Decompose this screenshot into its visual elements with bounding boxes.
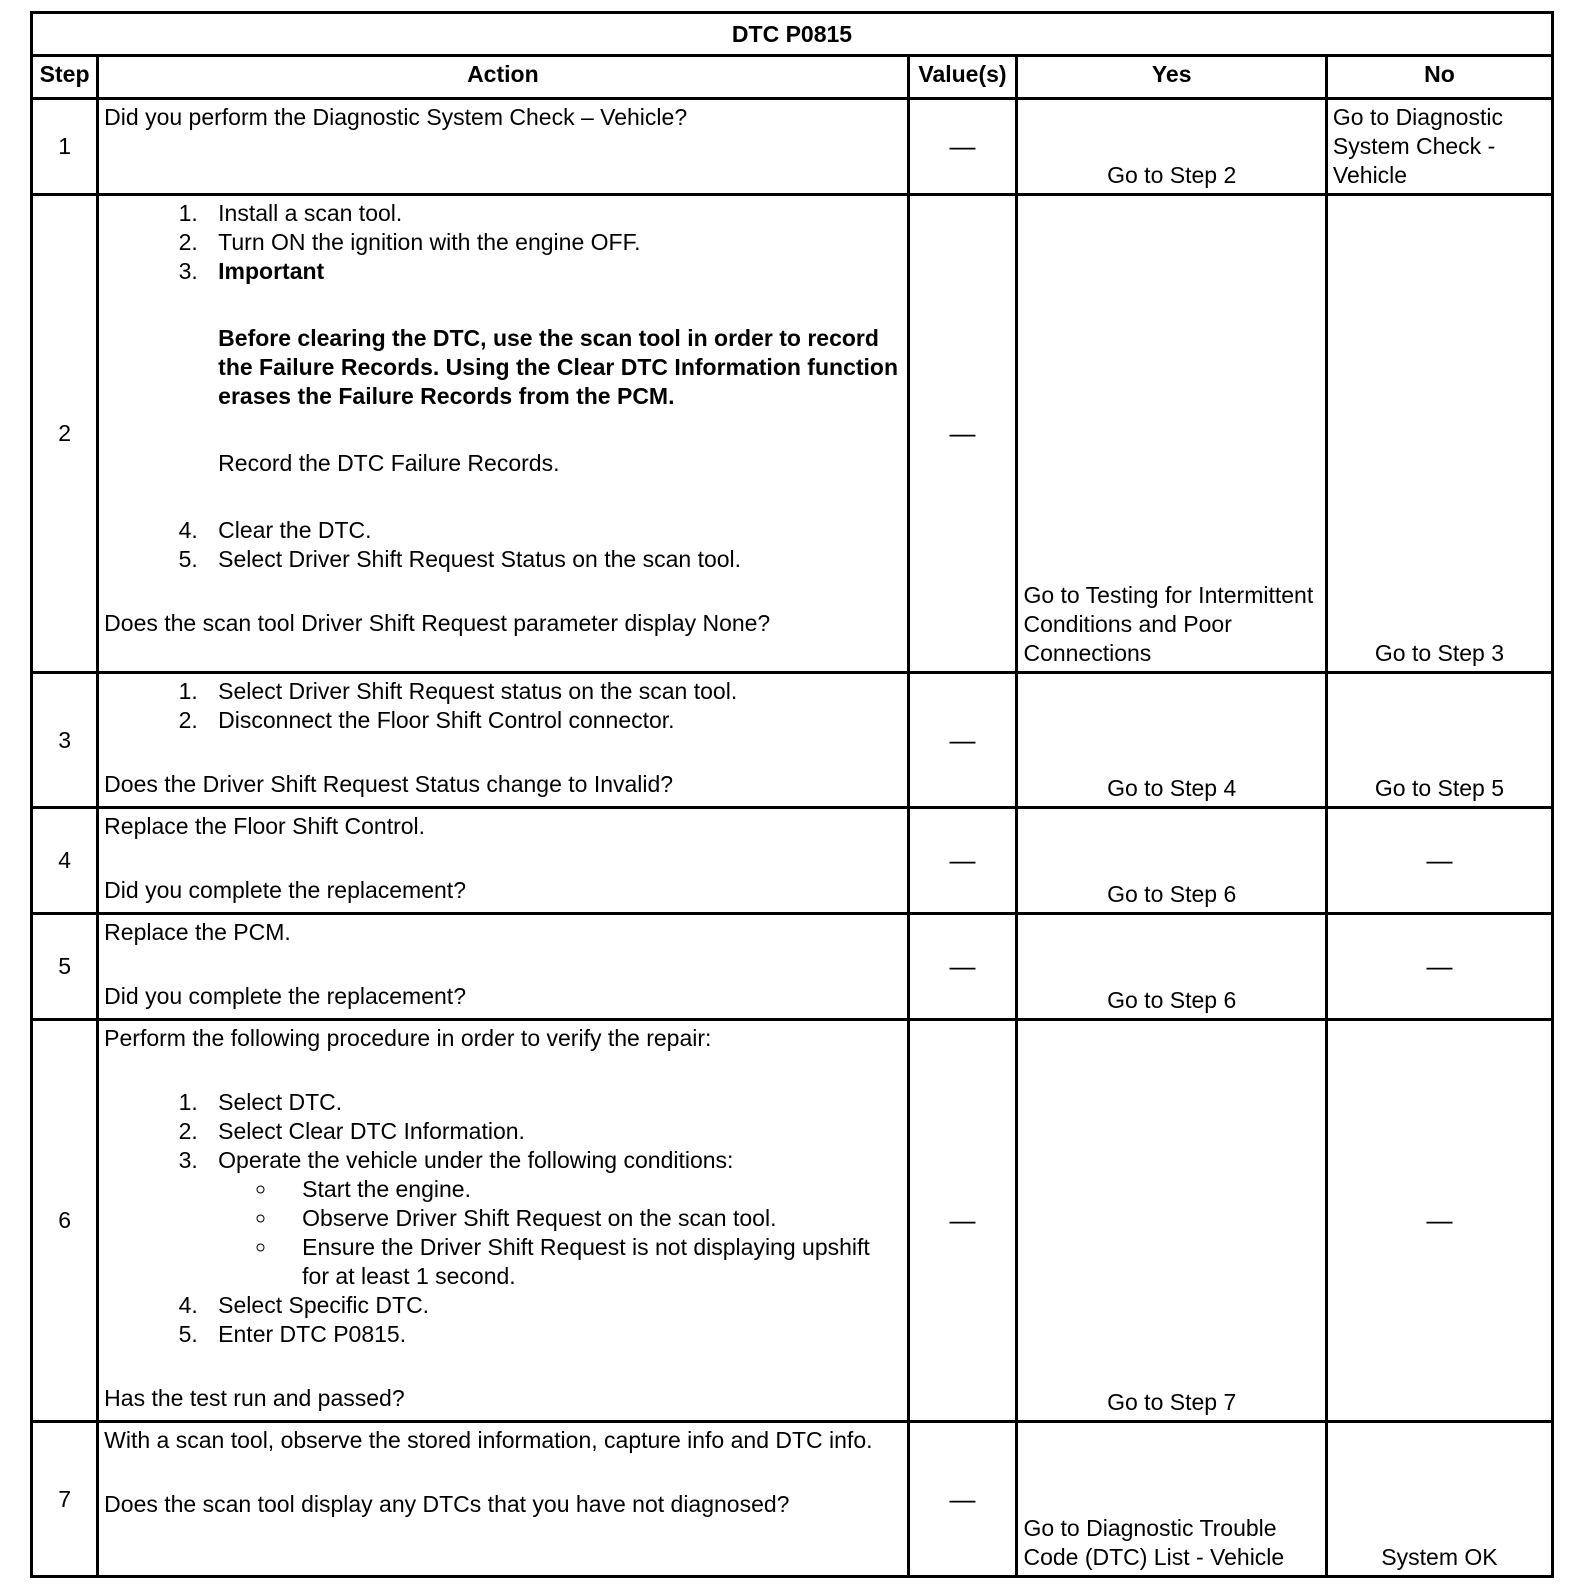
list-item: 1. Select Driver Shift Request status on the scan tool. [204, 677, 901, 706]
value-cell: — [908, 99, 1017, 195]
action-cell [98, 99, 908, 195]
table-row [32, 99, 1553, 195]
step-number: 6 [32, 1020, 98, 1422]
step-list [104, 1088, 901, 1349]
list-item: 4. Select Specific DTC. [204, 1291, 901, 1320]
step-number: 1 [32, 99, 98, 195]
step-list [104, 677, 901, 735]
action-cell [98, 673, 908, 808]
important-note: Before clearing the DTC, use the scan tool in order to record the Failure Records. Using the Clear DTC Information function erases the Failure Records from the PCM. [218, 325, 899, 409]
no-cell: — [1326, 808, 1552, 914]
important-label: 3. Important [218, 258, 325, 284]
value-cell: — [908, 1422, 1017, 1577]
action-text: Perform the following procedure in order to verify the repair: [104, 1025, 712, 1051]
step-number: 5 [32, 914, 98, 1020]
question-text: Did you complete the replacement? [104, 983, 466, 1009]
list-item-text: Operate the vehicle under the following conditions: [218, 1147, 734, 1173]
value-cell: — [908, 914, 1017, 1020]
sub-list-item: ◦ Observe Driver Shift Request on the scan tool. [278, 1204, 901, 1233]
yes-cell: Go to Step 2 [1017, 99, 1326, 195]
step-number: 3 [32, 673, 98, 808]
sub-list-item: ◦ Start the engine. [278, 1175, 901, 1204]
yes-cell: Go to Diagnostic Trouble Code (DTC) List - Vehicle [1017, 1422, 1326, 1577]
title-row [32, 13, 1553, 56]
question-text: Does the scan tool Driver Shift Request parameter display None? [104, 610, 771, 636]
list-item [204, 1146, 901, 1291]
question-text: Has the test run and passed? [104, 1385, 405, 1411]
list-item: 5. Enter DTC P0815. [204, 1320, 901, 1349]
spacer [104, 841, 901, 876]
header-values: Value(s) [908, 56, 1017, 99]
header-step: Step [32, 56, 98, 99]
header-yes: Yes [1017, 56, 1326, 99]
action-text: Did you perform the Diagnostic System Check – Vehicle? [104, 104, 688, 130]
action-text: With a scan tool, observe the stored information, capture info and DTC info. [104, 1427, 873, 1453]
no-cell: Go to Step 5 [1326, 673, 1552, 808]
list-item: 1. Select DTC. [204, 1088, 901, 1117]
action-text: Replace the Floor Shift Control. [104, 813, 426, 839]
action-cell [98, 195, 908, 673]
spacer [104, 1455, 901, 1490]
list-item: 4. Clear the DTC. [204, 516, 901, 545]
question-text: Does the scan tool display any DTCs that you have not diagnosed? [104, 1491, 790, 1517]
question-text: Does the Driver Shift Request Status change to Invalid? [104, 771, 674, 797]
table-row [32, 673, 1553, 808]
spacer [104, 947, 901, 982]
action-text: Replace the PCM. [104, 919, 291, 945]
spacer [104, 574, 901, 609]
action-cell [98, 808, 908, 914]
spacer [104, 735, 901, 770]
sub-list-item: ◦ Ensure the Driver Shift Request is not displaying upshift for at least 1 second. [278, 1233, 901, 1291]
list-item: 2. Turn ON the ignition with the engine OFF. [204, 228, 901, 257]
action-cell [98, 1422, 908, 1577]
record-instruction: Record the DTC Failure Records. [218, 450, 560, 476]
yes-cell: Go to Step 4 [1017, 673, 1326, 808]
yes-cell: Go to Testing for Intermittent Conditions and Poor Connections [1017, 195, 1326, 673]
spacer [104, 1053, 901, 1088]
header-no: No [1326, 56, 1552, 99]
yes-cell: Go to Step 6 [1017, 914, 1326, 1020]
action-cell [98, 1020, 908, 1422]
list-item [204, 257, 901, 478]
table-row [32, 808, 1553, 914]
list-item: 1. Install a scan tool. [204, 199, 901, 228]
list-item: 2. Disconnect the Floor Shift Control connector. [204, 706, 901, 735]
no-cell: — [1326, 914, 1552, 1020]
table-title: DTC P0815 [32, 13, 1553, 56]
value-cell: — [908, 808, 1017, 914]
sub-list [218, 1175, 901, 1291]
value-cell: — [908, 673, 1017, 808]
no-cell: — [1326, 1020, 1552, 1422]
list-item: 5. Select Driver Shift Request Status on the scan tool. [204, 545, 901, 574]
question-text: Did you complete the replacement? [104, 877, 466, 903]
header-row [32, 56, 1553, 99]
dtc-table [30, 11, 1554, 1578]
header-action: Action [98, 56, 908, 99]
yes-cell: Go to Step 6 [1017, 808, 1326, 914]
action-cell [98, 914, 908, 1020]
table-row [32, 195, 1553, 673]
table-row [32, 914, 1553, 1020]
spacer [104, 1349, 901, 1384]
step-list [104, 199, 901, 574]
no-cell: System OK [1326, 1422, 1552, 1577]
step-number: 4 [32, 808, 98, 914]
value-cell: — [908, 1020, 1017, 1422]
yes-cell: Go to Step 7 [1017, 1020, 1326, 1422]
table-row [32, 1422, 1553, 1577]
step-number: 2 [32, 195, 98, 673]
value-cell: — [908, 195, 1017, 673]
step-number: 7 [32, 1422, 98, 1577]
table-row [32, 1020, 1553, 1422]
no-cell: Go to Step 3 [1326, 195, 1552, 673]
list-item: 2. Select Clear DTC Information. [204, 1117, 901, 1146]
no-cell: Go to Diagnostic System Check - Vehicle [1326, 99, 1552, 195]
